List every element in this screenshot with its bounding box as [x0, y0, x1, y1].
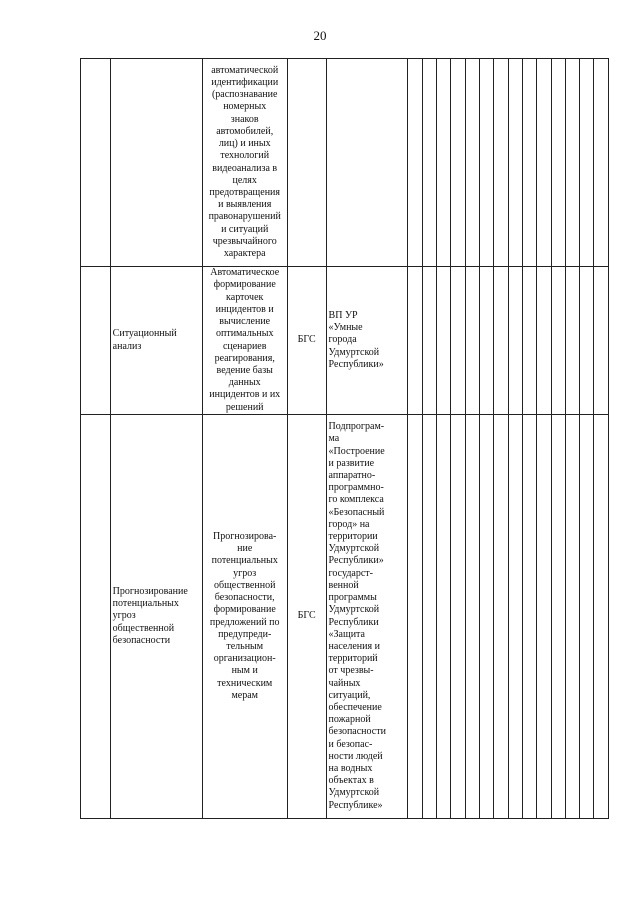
source-line: на водных [328, 762, 373, 774]
description-line: общественной [213, 579, 276, 591]
empty-cell [565, 59, 579, 267]
source-line: Республики» [328, 358, 384, 370]
source-line: Удмуртской [328, 346, 380, 358]
description-line: инцидентов и их [209, 389, 281, 401]
source-line: ности людей [328, 750, 383, 762]
description-line: целях [232, 174, 257, 186]
empty-cell [494, 267, 508, 415]
empty-cell [408, 415, 422, 819]
source-line: ма [328, 433, 340, 445]
source-line: города [328, 334, 357, 346]
name-line: безопасности [112, 634, 171, 646]
description-line: правонарушений [208, 211, 281, 223]
source-line: программно- [328, 482, 384, 494]
empty-cell [465, 59, 479, 267]
empty-cell [437, 59, 451, 267]
empty-cell [522, 59, 536, 267]
description-line: техническим [217, 677, 273, 689]
empty-cell [451, 267, 465, 415]
description-line: сценариев [222, 340, 267, 352]
source-line: аппаратно- [328, 470, 376, 482]
source-line: Удмуртской [328, 787, 380, 799]
table-row [81, 267, 609, 415]
program-table [80, 58, 609, 819]
description-line: инцидентов и [215, 303, 274, 315]
empty-cell [551, 415, 565, 819]
source-line: обеспечение [328, 701, 382, 713]
description-line: автомобилей, [216, 125, 274, 137]
description-line: характера [223, 247, 266, 259]
description-line: ние [237, 543, 253, 555]
empty-cell [565, 267, 579, 415]
empty-cell [422, 59, 436, 267]
description-line: карточек [226, 291, 264, 303]
mark-cell: БГС [287, 415, 326, 819]
source-line: населения и [328, 640, 380, 652]
name-line: угроз [112, 610, 136, 622]
description-line: тельным [226, 640, 264, 652]
name-line: Прогнозирование [112, 585, 188, 597]
description-line: (распознавание [211, 89, 278, 101]
empty-cell [565, 415, 579, 819]
empty-cell [408, 59, 422, 267]
description-line: предотвращения [209, 186, 280, 198]
function-name-cell [110, 415, 202, 819]
description-line: оптимальных [215, 328, 274, 340]
description-line: видеоанализа в [212, 162, 278, 174]
empty-cell [508, 415, 522, 819]
source-line: «Умные [328, 322, 363, 334]
empty-cell [580, 267, 594, 415]
description-line: реагирования, [214, 352, 275, 364]
description-line: решений [225, 401, 264, 413]
description-line: технологий [220, 150, 270, 162]
description-cell [202, 415, 287, 819]
empty-cell [422, 267, 436, 415]
source-line: территорий [328, 653, 378, 665]
description-line: данных [228, 377, 261, 389]
source-line: го комплекса [328, 494, 384, 506]
source-line: Удмуртской [328, 604, 380, 616]
description-line: ным и [231, 665, 258, 677]
source-cell [326, 415, 408, 819]
table-row [81, 415, 609, 819]
empty-cell [465, 415, 479, 819]
row-number-cell [81, 267, 111, 415]
source-line: государст- [328, 567, 373, 579]
description-line: формирование [213, 279, 276, 291]
description-line: мерам [231, 689, 258, 701]
description-line: идентификации [211, 77, 279, 89]
empty-cell [594, 415, 609, 819]
source-line: Республике» [328, 799, 383, 811]
source-line: венной [328, 579, 359, 591]
empty-cell [522, 267, 536, 415]
mark-cell [287, 59, 326, 267]
empty-cell [408, 267, 422, 415]
source-line: «Безопасный [328, 506, 385, 518]
source-line: «Построение [328, 445, 385, 457]
source-line: Удмуртской [328, 543, 380, 555]
empty-cell [494, 415, 508, 819]
empty-cell [537, 267, 551, 415]
description-line: Прогнозирова- [213, 531, 277, 543]
empty-cell [437, 415, 451, 819]
description-line: предупреди- [218, 628, 272, 640]
description-line: формирование [213, 604, 276, 616]
description-line: номерных [223, 101, 267, 113]
source-line: и безопас- [328, 738, 373, 750]
empty-cell [437, 267, 451, 415]
source-line: и развитие [328, 457, 375, 469]
description-line: потенциальных [211, 555, 278, 567]
empty-cell [522, 415, 536, 819]
description-line: безопасности, [214, 592, 275, 604]
empty-cell [594, 59, 609, 267]
empty-cell [537, 415, 551, 819]
source-line: программы [328, 592, 377, 604]
empty-cell [479, 59, 493, 267]
description-cell [202, 59, 287, 267]
description-line: и выявления [218, 199, 272, 211]
description-cell [202, 267, 287, 415]
description-line: угроз [233, 567, 257, 579]
description-line: и ситуаций [221, 223, 269, 235]
source-line: ВП УР [328, 309, 358, 321]
name-line: потенциальных [112, 598, 179, 610]
empty-cell [594, 267, 609, 415]
source-line: Республики» [328, 555, 384, 567]
table-row [81, 59, 609, 267]
name-line: анализ [112, 340, 142, 352]
empty-cell [451, 415, 465, 819]
empty-cell [537, 59, 551, 267]
description-line: лиц) и иных [218, 138, 271, 150]
source-line: безопасности [328, 726, 386, 738]
source-cell [326, 267, 408, 415]
description-line: предложений по [209, 616, 280, 628]
name-line: Ситуационный [112, 328, 177, 340]
source-line: территории [328, 531, 378, 543]
description-line: Автоматическое [210, 267, 280, 279]
empty-cell [551, 267, 565, 415]
description-line: автоматической [211, 64, 279, 76]
empty-cell [479, 267, 493, 415]
empty-cell [580, 415, 594, 819]
source-line: город» на [328, 518, 370, 530]
name-line: общественной [112, 622, 175, 634]
source-line: ситуаций, [328, 689, 371, 701]
empty-cell [508, 59, 522, 267]
source-line: Республики [328, 616, 379, 628]
source-line: «Защита [328, 628, 365, 640]
row-number-cell [81, 59, 111, 267]
empty-cell [479, 415, 493, 819]
row-number-cell [81, 415, 111, 819]
description-line: ведение базы [216, 364, 273, 376]
empty-cell [494, 59, 508, 267]
source-line: объектах в [328, 775, 374, 787]
mark-cell: БГС [287, 267, 326, 415]
description-line: вычисление [219, 316, 271, 328]
description-line: чрезвычайного [212, 235, 277, 247]
empty-cell [551, 59, 565, 267]
source-line: пожарной [328, 714, 371, 726]
empty-cell [422, 415, 436, 819]
empty-cell [465, 267, 479, 415]
function-name-cell [110, 59, 202, 267]
empty-cell [508, 267, 522, 415]
source-line: чайных [328, 677, 361, 689]
empty-cell [451, 59, 465, 267]
function-name-cell [110, 267, 202, 415]
page-number: 20 [313, 28, 327, 43]
description-line: знаков [230, 113, 259, 125]
empty-cell [580, 59, 594, 267]
source-cell [326, 59, 408, 267]
source-line: Подпрограм- [328, 421, 385, 433]
source-line: от чрезвы- [328, 665, 374, 677]
description-line: организацион- [213, 653, 276, 665]
